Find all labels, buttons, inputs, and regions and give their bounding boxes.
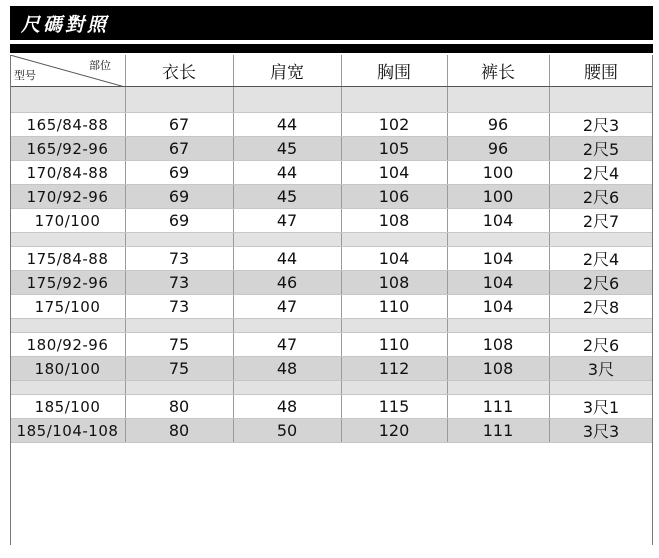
value-cell: 112 — [378, 359, 410, 378]
value-cell: 104 — [482, 211, 514, 230]
value-cell: 108 — [482, 335, 514, 354]
separator-row — [10, 87, 653, 113]
value-cell: 69 — [168, 187, 190, 206]
value-cell: 111 — [482, 397, 514, 416]
value-cell: 2尺8 — [582, 298, 620, 317]
value-cell: 111 — [482, 421, 514, 440]
size-cell: 170/84-88 — [26, 163, 109, 182]
value-cell: 102 — [378, 115, 410, 134]
corner-cell — [10, 55, 125, 86]
size-cell: 180/92-96 — [26, 335, 109, 354]
value-cell: 47 — [276, 297, 298, 316]
value-cell: 48 — [276, 397, 298, 416]
table-row — [10, 419, 653, 443]
size-cell: 165/84-88 — [26, 115, 109, 134]
value-cell: 44 — [276, 115, 298, 134]
value-cell: 108 — [378, 273, 410, 292]
value-cell: 67 — [168, 139, 190, 158]
separator-row — [10, 233, 653, 247]
value-cell: 44 — [276, 163, 298, 182]
value-cell: 2尺4 — [582, 164, 620, 183]
title-rule — [10, 44, 653, 53]
value-cell: 73 — [168, 273, 190, 292]
table-row — [10, 137, 653, 161]
size-chart-table — [10, 55, 653, 443]
header-shoulder: 肩宽 — [270, 63, 304, 83]
value-cell: 69 — [168, 211, 190, 230]
size-cell: 175/100 — [34, 297, 101, 316]
value-cell: 2尺6 — [582, 336, 620, 355]
value-cell: 73 — [168, 249, 190, 268]
separator-row — [10, 381, 653, 395]
size-cell: 170/92-96 — [26, 187, 109, 206]
size-cell: 185/104-108 — [16, 421, 119, 440]
table-row — [10, 333, 653, 357]
value-cell: 96 — [487, 139, 509, 158]
size-cell: 175/84-88 — [26, 249, 109, 268]
value-cell: 80 — [168, 397, 190, 416]
value-cell: 2尺5 — [582, 140, 620, 159]
table-row — [10, 113, 653, 137]
value-cell: 2尺6 — [582, 274, 620, 293]
header-length: 衣长 — [162, 63, 196, 83]
header-pants-length: 裤长 — [481, 63, 515, 83]
value-cell: 104 — [482, 249, 514, 268]
value-cell: 104 — [378, 163, 410, 182]
value-cell: 108 — [482, 359, 514, 378]
value-cell: 104 — [482, 273, 514, 292]
value-cell: 3尺1 — [582, 398, 620, 417]
table-row — [10, 395, 653, 419]
value-cell: 3尺3 — [582, 422, 620, 441]
value-cell: 96 — [487, 115, 509, 134]
page-title: 尺碼對照 — [21, 14, 110, 36]
value-cell: 2尺3 — [582, 116, 620, 135]
value-cell: 100 — [482, 187, 514, 206]
size-cell: 180/100 — [34, 359, 101, 378]
value-cell: 67 — [168, 115, 190, 134]
value-cell: 3尺 — [587, 360, 615, 379]
size-cell: 170/100 — [34, 211, 101, 230]
value-cell: 69 — [168, 163, 190, 182]
value-cell: 47 — [276, 335, 298, 354]
value-cell: 104 — [482, 297, 514, 316]
table-body — [10, 87, 653, 443]
value-cell: 47 — [276, 211, 298, 230]
value-cell: 48 — [276, 359, 298, 378]
value-cell: 2尺7 — [582, 212, 620, 231]
corner-label-part: 部位 — [89, 59, 111, 72]
table-header-row — [10, 55, 653, 87]
size-cell: 175/92-96 — [26, 273, 109, 292]
value-cell: 110 — [378, 297, 410, 316]
table-row — [10, 271, 653, 295]
value-cell: 104 — [378, 249, 410, 268]
table-row — [10, 185, 653, 209]
size-cell: 185/100 — [34, 397, 101, 416]
value-cell: 2尺4 — [582, 250, 620, 269]
value-cell: 75 — [168, 335, 190, 354]
value-cell: 110 — [378, 335, 410, 354]
value-cell: 45 — [276, 139, 298, 158]
table-border-right — [652, 55, 653, 545]
value-cell: 105 — [378, 139, 410, 158]
value-cell: 115 — [378, 397, 410, 416]
value-cell: 44 — [276, 249, 298, 268]
value-cell: 50 — [276, 421, 298, 440]
value-cell: 106 — [378, 187, 410, 206]
table-row — [10, 357, 653, 381]
value-cell: 45 — [276, 187, 298, 206]
table-row — [10, 295, 653, 319]
value-cell: 73 — [168, 297, 190, 316]
value-cell: 100 — [482, 163, 514, 182]
table-border-left — [10, 55, 11, 545]
table-row — [10, 247, 653, 271]
header-chest: 胸围 — [377, 63, 411, 83]
table-row — [10, 209, 653, 233]
value-cell: 120 — [378, 421, 410, 440]
corner-label-model: 型号 — [14, 69, 36, 82]
separator-row — [10, 319, 653, 333]
value-cell: 75 — [168, 359, 190, 378]
value-cell: 108 — [378, 211, 410, 230]
title-bar — [10, 6, 653, 40]
value-cell: 46 — [276, 273, 298, 292]
table-row — [10, 161, 653, 185]
value-cell: 80 — [168, 421, 190, 440]
header-waist: 腰围 — [584, 63, 618, 83]
value-cell: 2尺6 — [582, 188, 620, 207]
size-cell: 165/92-96 — [26, 139, 109, 158]
